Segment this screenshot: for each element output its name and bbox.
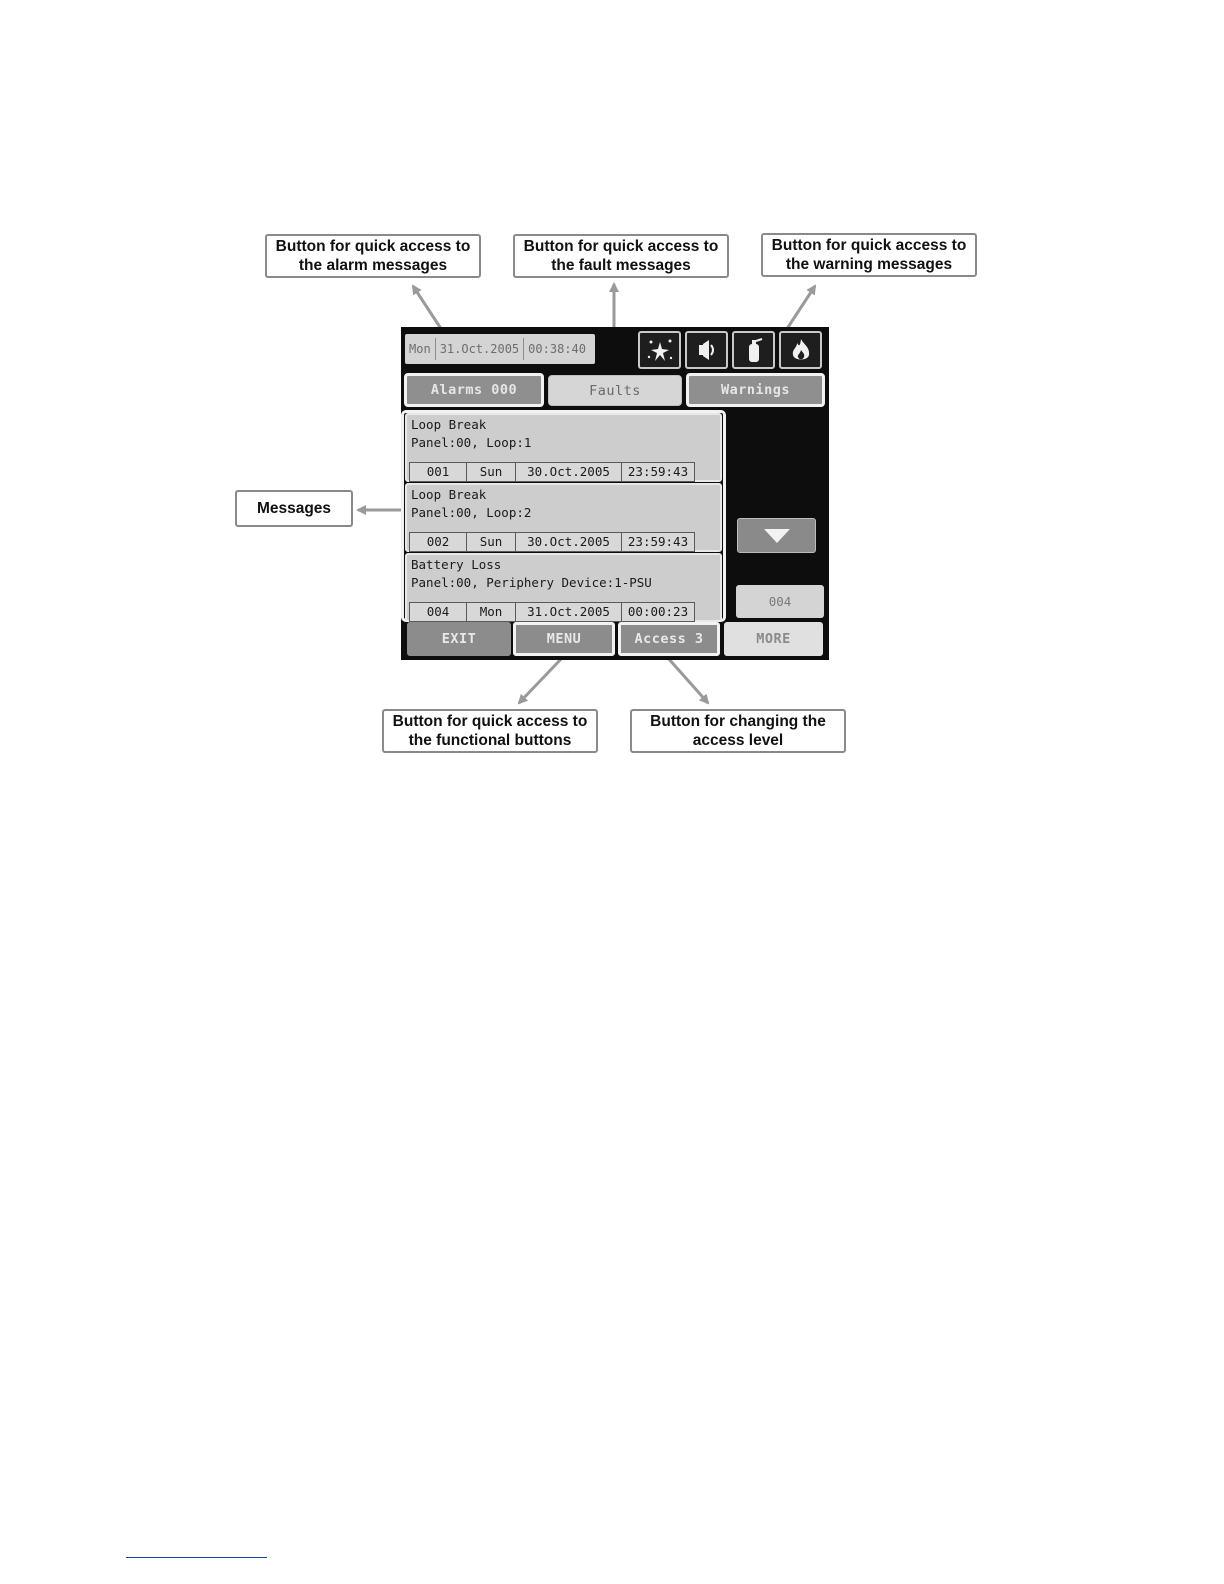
message-day: Sun [467,533,516,551]
callout-functional: Button for quick access to the functional buttons [382,709,598,753]
message-detail: Panel:00, Loop:2 [411,505,532,520]
tab-faults[interactable]: Faults [548,375,682,406]
list-item[interactable] [405,483,722,552]
access-arrow [668,658,708,703]
message-date: 31.Oct.2005 [516,603,622,621]
sparkle-icon-button[interactable] [638,331,681,369]
functional-arrow [519,658,562,703]
access-level-button[interactable]: Access 3 [618,622,720,656]
time-label: 00:38:40 [528,342,586,356]
sparkle-icon [645,336,675,364]
message-title: Loop Break [411,417,487,432]
message-detail: Panel:00, Periphery Device:1-PSU [411,575,652,590]
date-time-display [405,334,595,364]
message-date: 30.Oct.2005 [516,463,622,481]
day-label: Mon [405,338,436,360]
siren-icon-button[interactable] [685,331,728,369]
tab-alarms[interactable]: Alarms 000 [404,373,544,407]
message-number: 004 [410,603,467,621]
extinguisher-icon-button[interactable] [732,331,775,369]
message-list [401,410,726,622]
callout-messages: Messages [235,490,353,527]
message-title: Loop Break [411,487,487,502]
scroll-down-button[interactable] [737,518,816,553]
menu-button[interactable]: MENU [513,622,615,656]
list-item[interactable] [405,553,722,622]
fire-icon-button[interactable] [779,331,822,369]
message-day: Mon [467,603,516,621]
callout-access: Button for changing the access level [630,709,846,753]
exit-button[interactable]: EXIT [407,622,511,656]
message-title: Battery Loss [411,557,502,572]
date-label: 31.Oct.2005 [436,338,524,360]
message-meta [409,602,695,622]
callout-fault: Button for quick access to the fault messages [513,234,729,278]
message-time: 00:00:23 [627,604,689,619]
siren-icon [692,336,722,364]
panel-screen [401,327,829,660]
message-time: 23:59:43 [627,534,689,549]
footnote-rule [126,1557,267,1558]
fire-icon [786,336,816,364]
message-day: Sun [467,463,516,481]
message-detail: Panel:00, Loop:1 [411,435,532,450]
list-item[interactable] [405,413,722,482]
callout-warning: Button for quick access to the warning messages [761,233,977,277]
chevron-down-icon [763,528,791,544]
message-number: 001 [410,463,467,481]
extinguisher-icon [739,336,769,364]
tab-warnings[interactable]: Warnings [686,373,825,407]
message-date: 30.Oct.2005 [516,533,622,551]
message-time: 23:59:43 [627,464,689,479]
message-number: 002 [410,533,467,551]
more-button[interactable]: MORE [724,622,823,656]
callout-alarm: Button for quick access to the alarm messages [265,234,481,278]
message-counter: 004 [736,585,824,618]
message-meta [409,462,695,482]
message-meta [409,532,695,552]
